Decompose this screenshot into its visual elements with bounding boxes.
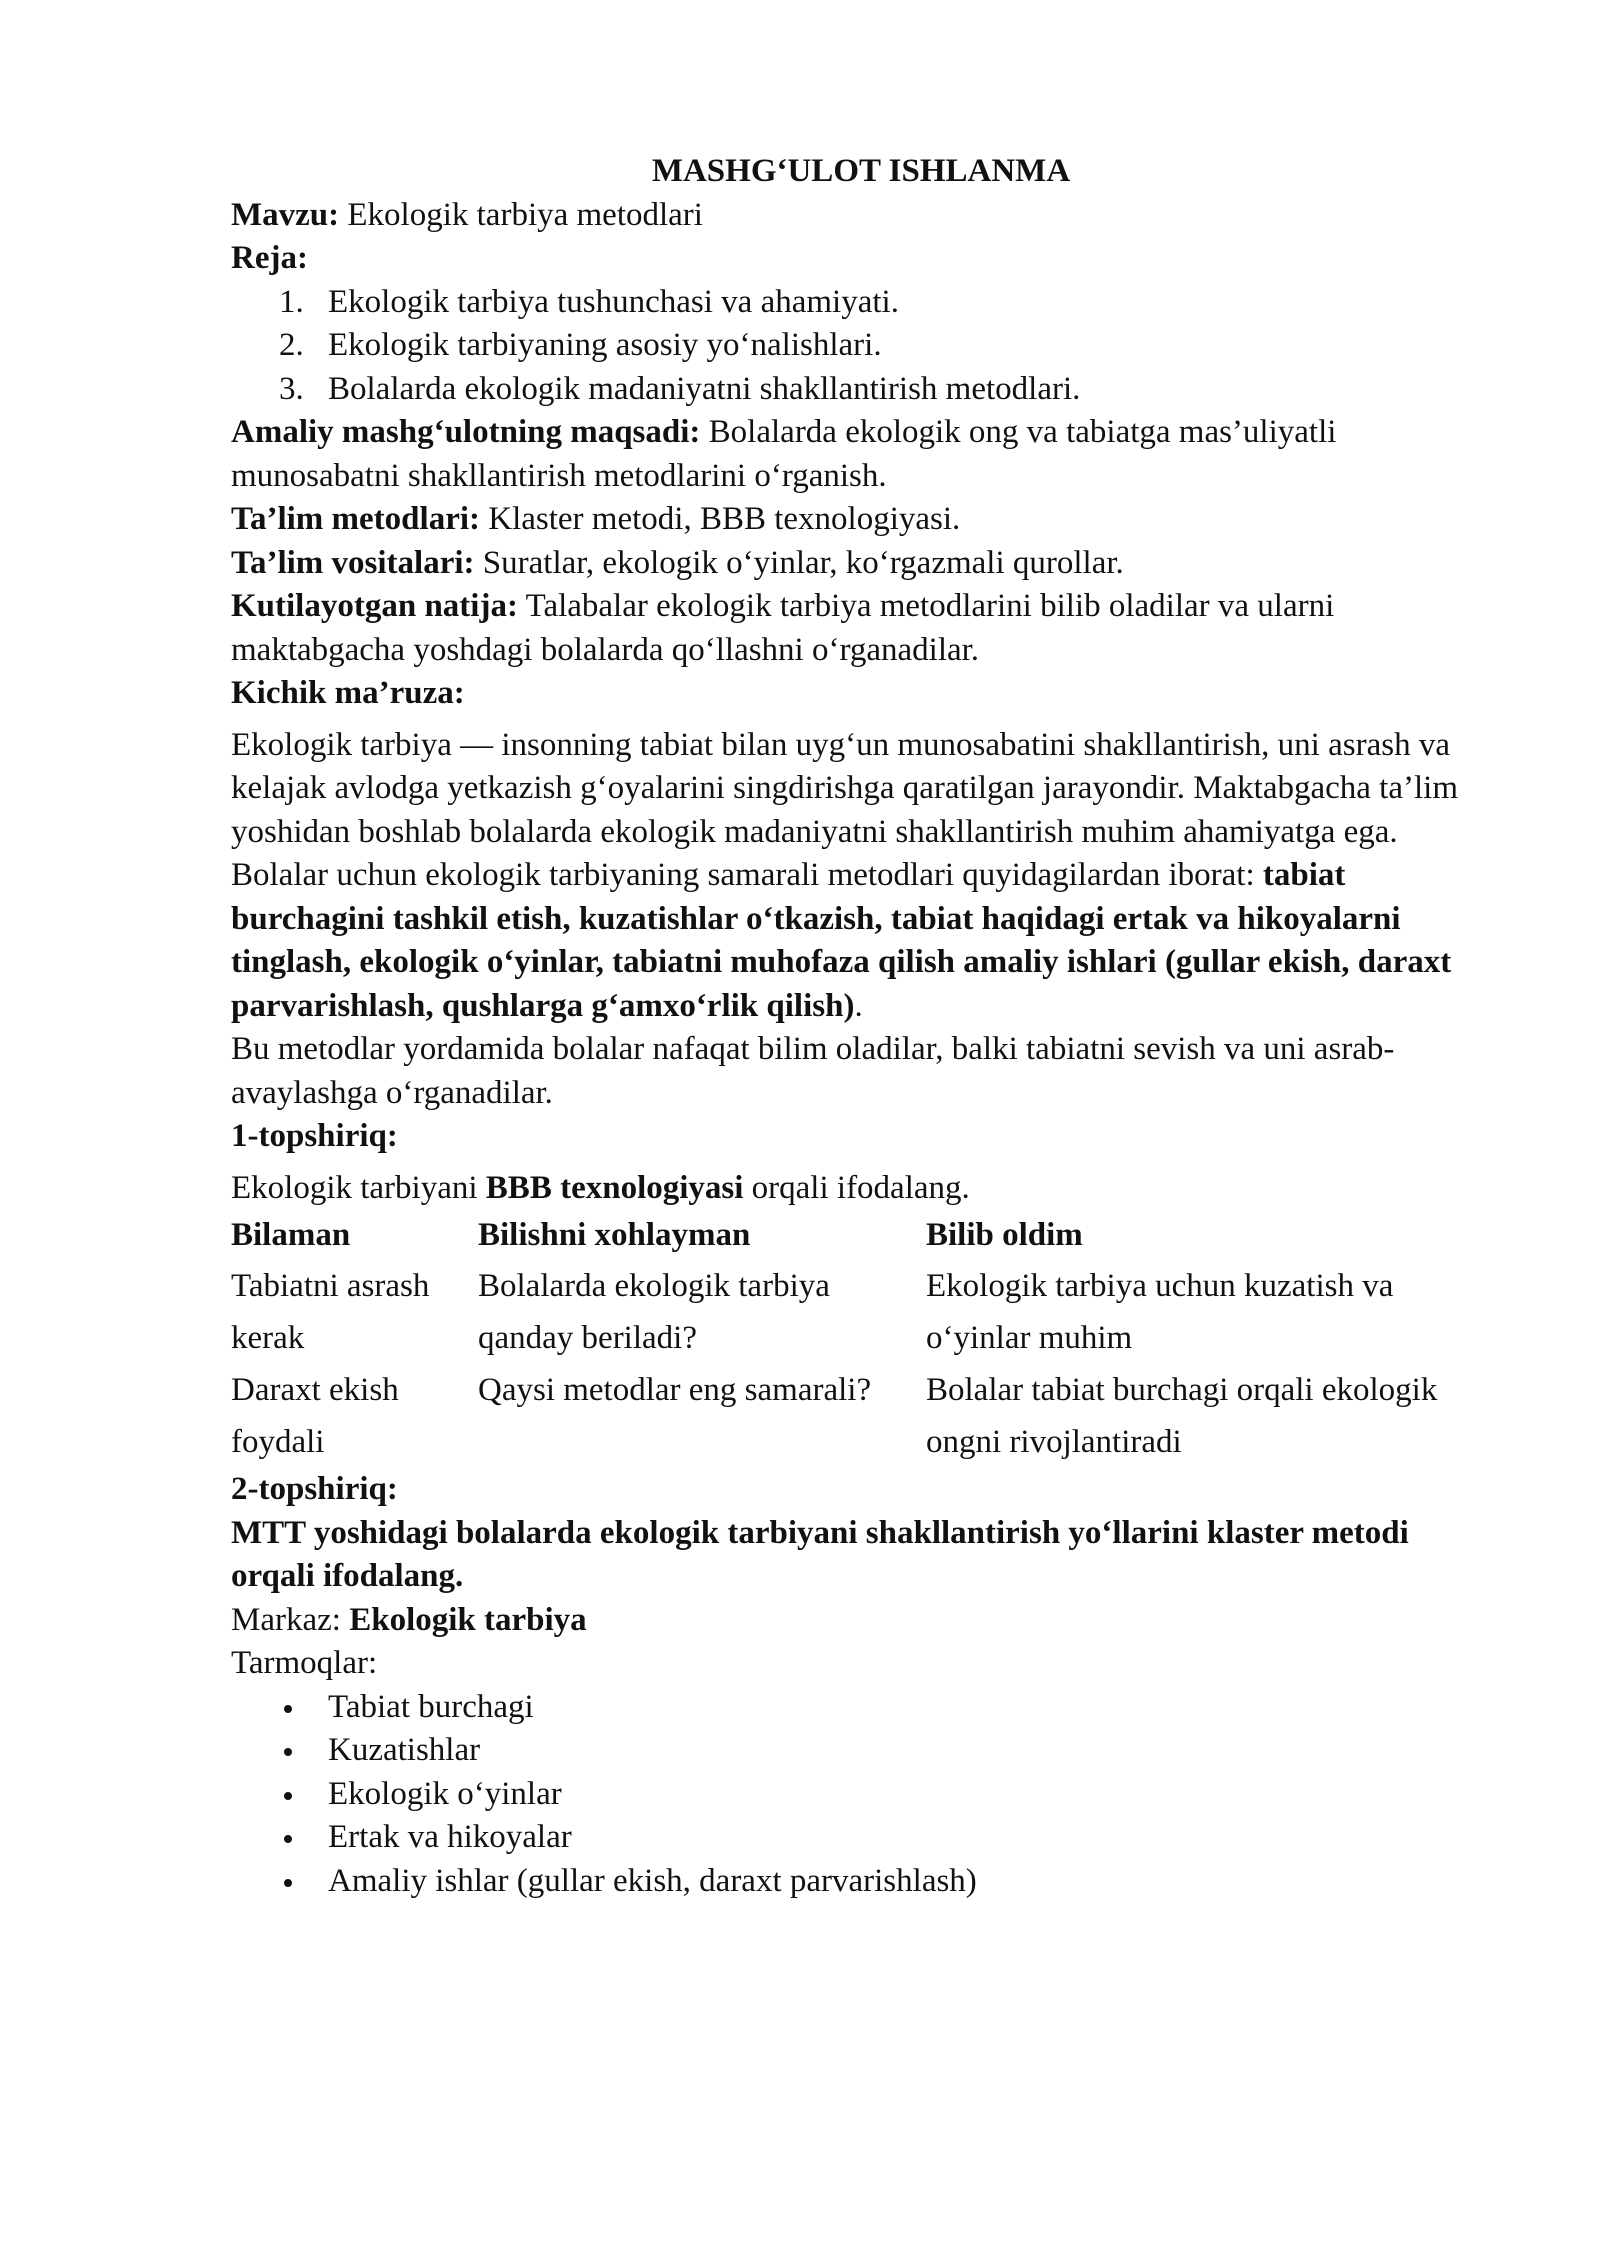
task1-intro	[231, 1167, 1491, 1211]
bullet-icon	[284, 1835, 292, 1843]
table-header-row	[231, 1210, 1491, 1260]
lecture-paragraph-2	[231, 854, 1491, 1028]
cluster-center-value: Ekologik tarbiya	[349, 1601, 587, 1638]
goal-value: Bolalarda ekologik ong va tabiatga mas’uliyatli munosabatni shakllantirish metodlarini o‘rganish.	[231, 414, 1337, 494]
table-cell: Tabiatni asrash kerak	[231, 1268, 430, 1356]
bullet-icon	[284, 1879, 292, 1887]
task2-instruction	[231, 1512, 1491, 1599]
task2-label: 2-topshiriq:	[231, 1471, 398, 1507]
methods-value: Klaster metodi, BBB texnologiyasi.	[488, 501, 961, 537]
list-item-text: Tabiat burchagi	[328, 1688, 534, 1725]
topic-value: Ekologik tarbiya metodlari	[347, 196, 703, 233]
list-item	[231, 1860, 1491, 1904]
plan-item	[231, 324, 1491, 368]
plan-item-text: Bolalarda ekologik madaniyatni shakllantirish metodlari.	[328, 370, 1081, 407]
goal-paragraph	[231, 411, 1491, 498]
list-item	[231, 1686, 1491, 1730]
cluster-center-label: Markaz:	[231, 1601, 350, 1638]
lecture-methods-list: tabiat burchagini tashkil etish, kuzatishlar o‘tkazish, tabiat haqidagi ertak va hikoyalarni tinglash, ekologik o‘yinlar, tabiatni muhofaza qilish amaliy ishlari (gullar ekish, daraxt parvarishlash, qushlarga g‘amxo‘rlik qilish)	[231, 857, 1452, 1024]
list-item-text: Ertak va hikoyalar	[328, 1819, 572, 1855]
result-label: Kutilayotgan natija:	[231, 588, 518, 624]
plan-item-number: 2.	[279, 327, 304, 363]
cluster-branches-list	[231, 1686, 1491, 1904]
tools-line	[231, 542, 1491, 586]
task1-intro-post: orqali ifodalang.	[743, 1169, 970, 1206]
list-item	[231, 1816, 1491, 1860]
list-item-text: Kuzatishlar	[328, 1732, 481, 1768]
list-item-text: Amaliy ishlar (gullar ekish, daraxt parvarishlash)	[328, 1862, 977, 1899]
table-cell: Qaysi metodlar eng samarali?	[478, 1372, 872, 1408]
tools-label: Ta’lim vositalari:	[231, 544, 475, 581]
plan-item	[231, 368, 1491, 412]
list-item	[231, 1773, 1491, 1817]
cluster-branches-label: Tarmoqlar:	[231, 1645, 378, 1681]
task2-instruction-text: MTT yoshidagi bolalarda ekologik tarbiyani shakllantirish yo‘llarini klaster metodi orqali ifodalang.	[231, 1514, 1409, 1594]
tools-value: Suratlar, ekologik o‘yinlar, ko‘rgazmali qurollar.	[482, 544, 1124, 581]
lecture-paragraph-1: Ekologik tarbiya — insonning tabiat bilan uyg‘un munosabatini shakllantirish, uni asrash va kelajak avlodga yetkazish g‘oyalarini singdirishga qaratilgan jarayondir. Maktabgacha ta’lim yoshidan boshlab bolalarda ekologik madaniyatni shakllantirish muhim ahamiyatga ega.	[231, 726, 1458, 850]
plan-item	[231, 281, 1491, 325]
lecture-methods-intro: Bolalar uchun ekologik tarbiyaning samarali metodlari quyidagilardan iborat:	[231, 857, 1255, 893]
bullet-icon	[284, 1748, 292, 1756]
task1-intro-pre: Ekologik tarbiyani	[231, 1169, 486, 1206]
table-header-know: Bilaman	[231, 1217, 351, 1253]
methods-label: Ta’lim metodlari:	[231, 501, 480, 537]
plan-item-text: Ekologik tarbiya tushunchasi va ahamiyati.	[328, 283, 899, 320]
lecture-methods-end: .	[854, 987, 863, 1024]
goal-label: Amaliy mashg‘ulotning maqsadi:	[231, 414, 701, 450]
plan-item-number: 3.	[279, 370, 304, 407]
lecture-paragraph-3: Bu metodlar yordamida bolalar nafaqat bilim oladilar, balki tabiatni sevish va uni asrab-avaylashga o‘rganadilar.	[231, 1031, 1395, 1111]
cluster-center	[231, 1599, 1491, 1643]
topic-label: Mavzu:	[231, 196, 340, 233]
page-title: MASHG‘ULOT ISHLANMA	[651, 153, 1071, 189]
table-cell: Ekologik tarbiya uchun kuzatish va o‘yinlar muhim	[926, 1268, 1394, 1356]
plan-item-text: Ekologik tarbiyaning asosiy yo‘nalishlari.	[328, 327, 882, 363]
lecture-heading	[231, 672, 1491, 716]
task1-heading	[231, 1115, 1491, 1159]
result-value: Talabalar ekologik tarbiya metodlarini bilib oladilar va ularni maktabgacha yoshdagi bolalarda qo‘llashni o‘rganadilar.	[231, 588, 1335, 668]
task1-intro-bold: BBB texnologiyasi	[485, 1169, 744, 1206]
lecture-label: Kichik ma’ruza:	[231, 675, 465, 711]
topic-line	[231, 194, 1491, 238]
bbb-table	[231, 1210, 1491, 1468]
methods-line	[231, 498, 1491, 542]
bullet-icon	[284, 1705, 292, 1713]
bullet-icon	[284, 1792, 292, 1800]
list-item	[231, 1729, 1491, 1773]
result-paragraph	[231, 585, 1491, 672]
table-row	[231, 1260, 1491, 1364]
plan-label-text: Reja:	[231, 240, 308, 276]
table-row	[231, 1364, 1491, 1468]
list-item-text: Ekologik o‘yinlar	[328, 1775, 562, 1812]
document-content	[231, 150, 1491, 1903]
table-header-learned: Bilib oldim	[926, 1217, 1083, 1253]
plan-list	[231, 281, 1491, 412]
task2-heading	[231, 1468, 1491, 1512]
plan-item-number: 1.	[279, 283, 304, 320]
task1-label: 1-topshiriq:	[231, 1118, 398, 1154]
table-cell: Daraxt ekish foydali	[231, 1372, 399, 1460]
plan-label	[231, 237, 1491, 281]
table-cell: Bolalarda ekologik tarbiya qanday beriladi?	[478, 1268, 830, 1356]
table-header-want: Bilishni xohlayman	[478, 1217, 751, 1253]
table-cell: Bolalar tabiat burchagi orqali ekologik ongni rivojlantiradi	[926, 1372, 1438, 1460]
